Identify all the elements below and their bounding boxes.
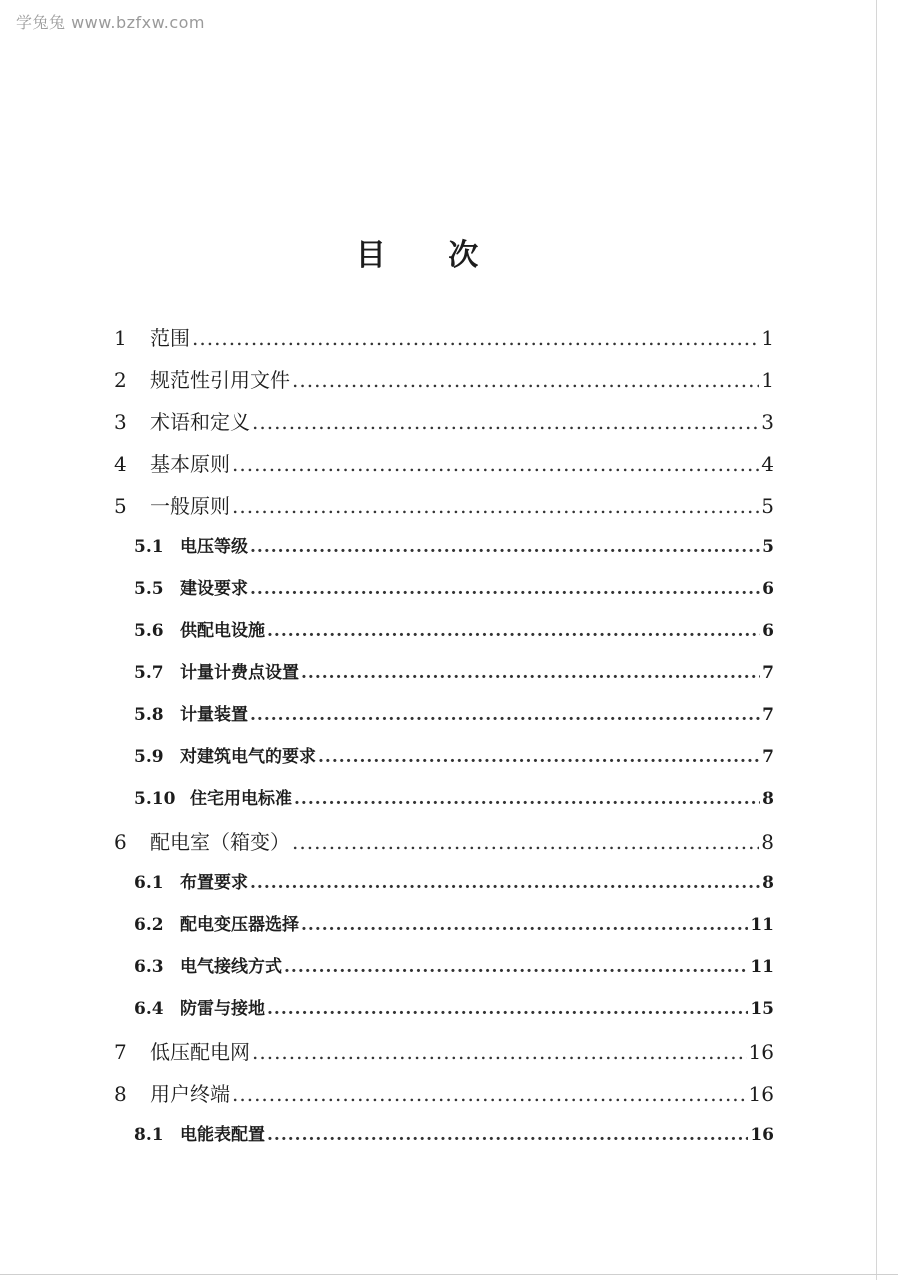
toc-entry-5-8[interactable]: [114, 700, 774, 742]
toc-entry-7[interactable]: [114, 1036, 774, 1078]
toc-entry-page: 5: [761, 494, 774, 518]
toc-dot-leader: [301, 663, 760, 683]
toc-entry-title: 电气接线方式: [180, 957, 282, 977]
toc-dot-leader: [192, 326, 759, 350]
toc-dot-leader: [267, 621, 760, 641]
table-of-contents: [114, 322, 774, 1162]
toc-entry-title: 布置要求: [180, 873, 248, 893]
toc-entry-5-7[interactable]: [114, 658, 774, 700]
toc-entry-number: 3: [114, 410, 127, 434]
toc-entry-6-2[interactable]: [114, 910, 774, 952]
toc-entry-number: 5.6: [134, 621, 164, 641]
toc-entry-page: 7: [762, 663, 774, 683]
toc-entry-number: 5.1: [134, 537, 164, 557]
toc-dot-leader: [252, 410, 759, 434]
toc-entry-6-3[interactable]: [114, 952, 774, 994]
toc-entry-page: 8: [762, 789, 774, 809]
watermark: 学兔兔 www.bzfxw.com: [16, 13, 205, 32]
toc-entry-5-9[interactable]: [114, 742, 774, 784]
toc-entry-number: 1: [114, 326, 127, 350]
toc-dot-leader: [318, 747, 760, 767]
toc-entry-8[interactable]: [114, 1078, 774, 1120]
toc-dot-leader: [292, 368, 759, 392]
toc-entry-title: 计量装置: [180, 705, 248, 725]
toc-entry-page: 16: [750, 1125, 774, 1145]
toc-entry-6-4[interactable]: [114, 994, 774, 1036]
toc-entry-page: 1: [761, 326, 774, 350]
toc-entry-page: 7: [762, 705, 774, 725]
toc-entry-number: 6.4: [134, 999, 164, 1019]
toc-dot-leader: [250, 579, 760, 599]
toc-entry-page: 6: [762, 579, 774, 599]
toc-entry-6-1[interactable]: [114, 868, 774, 910]
toc-entry-6[interactable]: [114, 826, 774, 868]
toc-entry-3[interactable]: [114, 406, 774, 448]
toc-entry-number: 6.3: [134, 957, 164, 977]
toc-entry-number: 6: [114, 830, 127, 854]
toc-entry-page: 8: [762, 873, 774, 893]
toc-entry-title: 低压配电网: [150, 1040, 250, 1064]
toc-entry-title: 术语和定义: [150, 410, 250, 434]
toc-dot-leader: [232, 1082, 747, 1106]
toc-dot-leader: [292, 830, 759, 854]
toc-entry-title: 基本原则: [150, 452, 230, 476]
toc-entry-page: 3: [761, 410, 774, 434]
toc-entry-number: 2: [114, 368, 127, 392]
toc-entry-number: 5.9: [134, 747, 164, 767]
toc-dot-leader: [267, 999, 748, 1019]
toc-entry-number: 6.1: [134, 873, 164, 893]
page-edge-right: [876, 0, 877, 1280]
toc-dot-leader: [252, 1040, 747, 1064]
toc-entry-title: 住宅用电标准: [190, 789, 292, 809]
toc-entry-title: 计量计费点设置: [180, 663, 299, 683]
toc-entry-title: 电能表配置: [180, 1125, 265, 1145]
toc-entry-number: 5: [114, 494, 127, 518]
toc-entry-title: 对建筑电气的要求: [180, 747, 316, 767]
toc-entry-title: 配电变压器选择: [180, 915, 299, 935]
toc-entry-number: 6.2: [134, 915, 164, 935]
toc-entry-8-1[interactable]: [114, 1120, 774, 1162]
toc-dot-leader: [232, 494, 759, 518]
toc-entry-number: 5.10: [134, 789, 176, 809]
toc-entry-title: 一般原则: [150, 494, 230, 518]
toc-entry-5-1[interactable]: [114, 532, 774, 574]
toc-dot-leader: [232, 452, 759, 476]
toc-dot-leader: [301, 915, 748, 935]
toc-entry-number: 7: [114, 1040, 127, 1064]
toc-entry-number: 5.7: [134, 663, 164, 683]
toc-entry-number: 4: [114, 452, 127, 476]
toc-entry-page: 16: [748, 1040, 774, 1064]
toc-entry-title: 电压等级: [180, 537, 248, 557]
toc-entry-title: 防雷与接地: [180, 999, 265, 1019]
page-title: 目 次: [355, 238, 505, 273]
toc-entry-title: 建设要求: [180, 579, 248, 599]
toc-entry-title: 用户终端: [150, 1082, 230, 1106]
toc-entry-page: 15: [750, 999, 774, 1019]
toc-entry-title: 范围: [150, 326, 190, 350]
toc-entry-page: 11: [750, 957, 774, 977]
toc-entry-number: 8: [114, 1082, 127, 1106]
toc-entry-number: 5.5: [134, 579, 164, 599]
toc-entry-5-10[interactable]: [114, 784, 774, 826]
toc-entry-5-5[interactable]: [114, 574, 774, 616]
toc-entry-number: 8.1: [134, 1125, 164, 1145]
page-edge-bottom: [0, 1274, 898, 1275]
toc-entry-page: 8: [761, 830, 774, 854]
toc-entry-number: 5.8: [134, 705, 164, 725]
toc-entry-title: 规范性引用文件: [150, 368, 290, 392]
toc-dot-leader: [250, 705, 760, 725]
toc-entry-page: 7: [762, 747, 774, 767]
toc-entry-5-6[interactable]: [114, 616, 774, 658]
toc-dot-leader: [267, 1125, 748, 1145]
toc-dot-leader: [294, 789, 760, 809]
toc-entry-page: 11: [750, 915, 774, 935]
toc-dot-leader: [250, 873, 760, 893]
toc-entry-page: 4: [761, 452, 774, 476]
toc-entry-title: 供配电设施: [180, 621, 265, 641]
toc-entry-2[interactable]: [114, 364, 774, 406]
toc-entry-page: 6: [762, 621, 774, 641]
toc-entry-page: 1: [761, 368, 774, 392]
toc-dot-leader: [284, 957, 748, 977]
toc-dot-leader: [250, 537, 760, 557]
toc-entry-page: 16: [748, 1082, 774, 1106]
toc-entry-page: 5: [762, 537, 774, 557]
toc-entry-title: 配电室（箱变）: [150, 830, 290, 854]
toc-entry-5[interactable]: [114, 490, 774, 532]
toc-entry-1[interactable]: [114, 322, 774, 364]
toc-entry-4[interactable]: [114, 448, 774, 490]
